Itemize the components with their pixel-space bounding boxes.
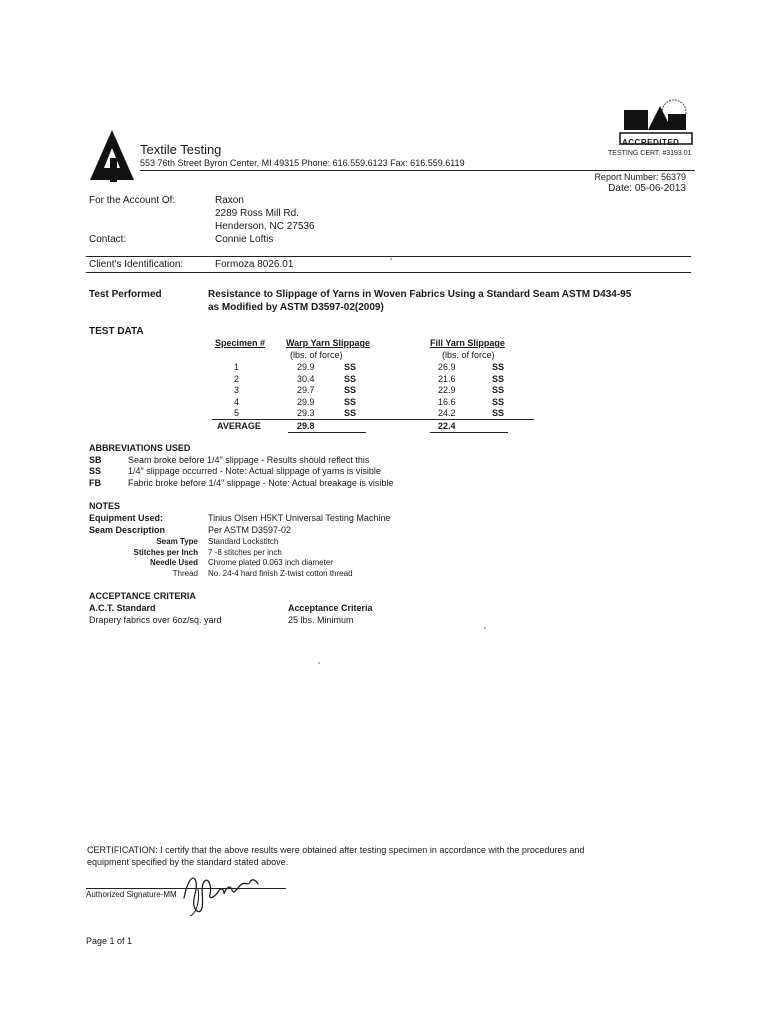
table-row-fill: 21.6 bbox=[438, 374, 456, 384]
report-number: Report Number: 56379 bbox=[594, 172, 686, 182]
account-name: Raxon bbox=[215, 195, 244, 206]
abbrev-code: FB bbox=[89, 478, 101, 488]
client-id: Formoza 8026.01 bbox=[215, 259, 294, 270]
contact-label: Contact: bbox=[89, 234, 127, 245]
acceptance-criteria-value: 25 lbs. Minimum bbox=[288, 615, 354, 625]
detail-label: Thread bbox=[172, 569, 198, 578]
table-row-fill-code: SS bbox=[492, 408, 505, 418]
table-row-fill-code: SS bbox=[492, 374, 505, 384]
signature-label: Authorized Signature-MM bbox=[86, 890, 177, 899]
notes-heading: NOTES bbox=[89, 501, 121, 511]
detail-value: Standard Lockstitch bbox=[208, 537, 279, 546]
table-row-warp: 29.7 bbox=[297, 385, 315, 395]
act-standard-label: A.C.T. Standard bbox=[89, 603, 156, 613]
col-fill-header: Fill Yarn Slippage bbox=[430, 338, 505, 348]
act-standard-value: Drapery fabrics over 6oz/sq. yard bbox=[89, 615, 222, 625]
test-data-heading: TEST DATA bbox=[89, 326, 144, 337]
col-fill-unit: (lbs. of force) bbox=[442, 350, 495, 360]
average-fill: 22.4 bbox=[438, 421, 456, 431]
col-specimen-header: Specimen # bbox=[215, 338, 266, 348]
table-row-warp-code: SS bbox=[344, 397, 357, 407]
company-logo bbox=[86, 128, 136, 182]
company-name: Textile Testing bbox=[140, 142, 222, 157]
certification-line2: equipment specified by the standard stated above. bbox=[87, 857, 289, 867]
equipment-value: Tinius Olsen H5KT Universal Testing Machine bbox=[208, 513, 391, 523]
detail-value: No. 24-4 hard finish Z-twist cotton thread bbox=[208, 569, 353, 578]
table-row-fill-code: SS bbox=[492, 362, 505, 372]
col-warp-header: Warp Yarn Slippage bbox=[286, 338, 371, 348]
table-row-fill: 26.9 bbox=[438, 362, 456, 372]
table-row-fill: 24.2 bbox=[438, 408, 456, 418]
abbrev-code: SB bbox=[89, 455, 102, 465]
detail-value: 7 -8 stitches per inch bbox=[208, 548, 282, 557]
abbrev-text: Seam broke before 1/4" slippage - Results should reflect this bbox=[128, 455, 370, 465]
table-row-specimen: 4 bbox=[234, 397, 240, 407]
table-row-warp: 29.9 bbox=[297, 362, 315, 372]
table-row-fill: 22.9 bbox=[438, 385, 456, 395]
detail-label: Needle Used bbox=[149, 558, 198, 567]
handwritten-signature bbox=[178, 868, 268, 918]
acceptance-criteria-label: Acceptance Criteria bbox=[288, 603, 373, 613]
abbreviations-heading: ABBREVIATIONS USED bbox=[89, 443, 191, 453]
col-warp-unit: (lbs. of force) bbox=[290, 350, 343, 360]
abbrev-text: Fabric broke before 1/4" slippage - Note: Actual breakage is visible bbox=[128, 478, 394, 488]
page-number: Page 1 of 1 bbox=[86, 936, 133, 946]
test-performed-label: Test Performed bbox=[89, 289, 162, 300]
account-street: 2289 Ross Mill Rd. bbox=[215, 208, 299, 219]
table-row-fill-code: SS bbox=[492, 397, 505, 407]
table-row-specimen: 2 bbox=[234, 374, 240, 384]
detail-label: Seam Type bbox=[156, 537, 198, 546]
testing-cert: TESTING CERT. #3193.01 bbox=[608, 150, 692, 157]
test-name-line2: as Modified by ASTM D3597-02(2009) bbox=[208, 302, 384, 313]
table-row-warp: 29.9 bbox=[297, 397, 315, 407]
table-row-specimen: 5 bbox=[234, 408, 240, 418]
table-row-warp-code: SS bbox=[344, 374, 357, 384]
table-row-warp-code: SS bbox=[344, 408, 357, 418]
table-row-specimen: 1 bbox=[234, 362, 240, 372]
abbrev-code: SS bbox=[89, 466, 102, 476]
table-row-warp-code: SS bbox=[344, 362, 357, 372]
abbrev-text: 1/4" slippage occurred - Note: Actual slippage of yarns is visible bbox=[128, 466, 381, 476]
acceptance-heading: ACCEPTANCE CRITERIA bbox=[89, 591, 196, 601]
company-address: 553 76th Street Byron Center, MI 49315 Phone: 616.559.6123 Fax: 616.559.6119 bbox=[140, 158, 465, 168]
table-row-warp: 29.3 bbox=[297, 408, 315, 418]
table-row-fill: 16.6 bbox=[438, 397, 456, 407]
report-date: Date: 05-06-2013 bbox=[608, 183, 686, 194]
table-row-fill-code: SS bbox=[492, 385, 505, 395]
contact-name: Connie Loftis bbox=[215, 234, 274, 245]
table-row-specimen: 3 bbox=[234, 385, 240, 395]
average-warp: 29.8 bbox=[297, 421, 315, 431]
table-row-warp: 30.4 bbox=[297, 374, 315, 384]
account-city: Henderson, NC 27536 bbox=[215, 221, 315, 232]
detail-value: Chrome plated 0.063 inch diameter bbox=[208, 558, 333, 567]
test-name-line1: Resistance to Slippage of Yarns in Woven Fabrics Using a Standard Seam ASTM D434-95 bbox=[208, 289, 632, 300]
account-label: For the Account Of: bbox=[89, 195, 176, 206]
certification-line1: CERTIFICATION: I certify that the above results were obtained after testing specimen in accordance with the procedures and bbox=[87, 845, 585, 855]
table-row-warp-code: SS bbox=[344, 385, 357, 395]
detail-label: Stitches per Inch bbox=[133, 548, 198, 557]
seam-desc-value: Per ASTM D3597-02 bbox=[208, 525, 292, 535]
average-label: AVERAGE bbox=[217, 421, 261, 431]
client-id-label: Client's Identification: bbox=[89, 259, 184, 270]
seam-desc-label: Seam Description bbox=[89, 525, 166, 535]
equipment-label: Equipment Used: bbox=[89, 513, 164, 523]
accredited-badge: ACCREDITED bbox=[622, 138, 680, 147]
